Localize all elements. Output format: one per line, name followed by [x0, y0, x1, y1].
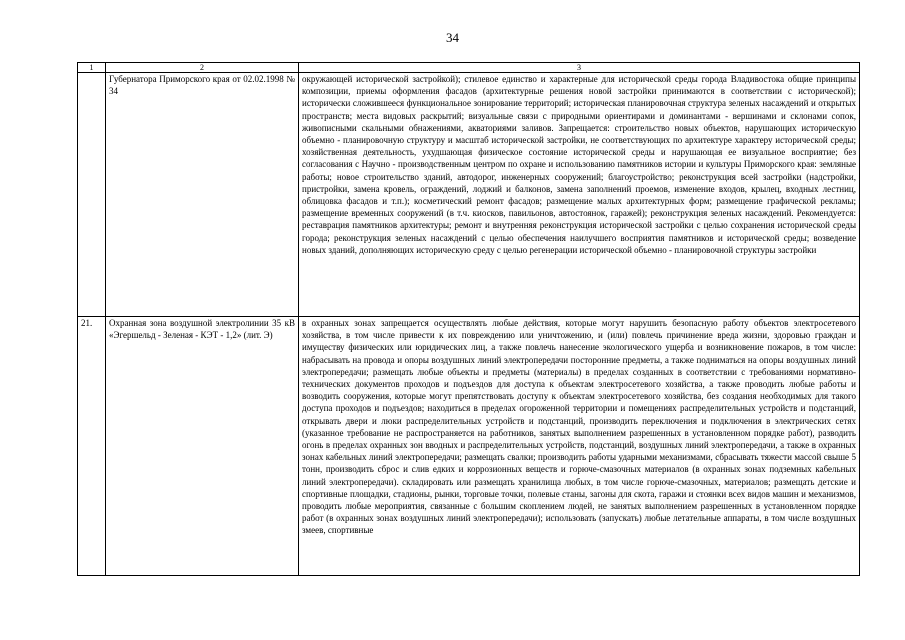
column-header-1: 1	[78, 63, 106, 73]
column-header-2: 2	[106, 63, 299, 73]
regime-text-cell: окружающей исторической застройкой); стилевое единство и характерные для исторической среды города Владивостока общие принципы композиции, приемы оформления фасадов (архитектурные решения новой застройки принимаются в соответствии с исторической); исторически сложившееся функциональное зонирование территорий; историческая планировочная структура зеленых насаждений и открытых пространств; места видовых раскрытий; визуальные связи с природными ориентирами и доминантами - вершинами и склонами сопок, живописными скальными обнажениями, акваториями заливов. Запрещается: строительство новых объектов, нарушающих историческую объемно - планировочную структуру и масштаб исторической застройки, не соответствующих по архитектуре характеру исторической среды; хозяйственная деятельность, ухудшающая физическое состояние исторической среды и нарушающая ее визуальное восприятие; без согласования с Научно - производственным центром по охране и использованию памятников истории и культуры Приморского края: земляные работы; новое строительство зданий, автодорог, инженерных сооружений; благоустройство; реконструкция всей застройки (надстройки, пристройки, замена кровель, ограждений, лоджий и балконов, замена заполнений проемов, изменение входов, крылец, входных лестниц, облицовка фасадов и т.п.); косметический ремонт фасадов; размещение малых архитектурных форм; размещение графической рекламы; размещение временных сооружений (в т.ч. киосков, павильонов, автостоянок, гаражей); реконструкция зеленых насаждений. Рекомендуется: реставрация памятников архитектуры; ремонт и внутренняя реконструкция исторической застройки с целью сохранения исторической среды города; реконструкция зеленых насаждений с целью обеспечения наилучшего восприятия памятников и исторической среды; возведение новых зданий, дополняющих историческую среду с целью регенерации исторической объемно - планировочной структуры застройки	[299, 73, 860, 317]
table-row	[78, 73, 860, 317]
table-header-row	[78, 63, 860, 73]
regime-text-cell: в охранных зонах запрещается осуществлять любые действия, которые могут нарушить безопасную работу объектов электросетевого хозяйства, в том числе привести к их повреждению или уничтожению, и (или) повлечь причинение вреда жизни, здоровью граждан и имуществу физических или юридических лиц, а также повлечь нанесение экологического ущерба и возникновение пожаров, в том числе: набрасывать на провода и опоры воздушных линий электропередачи посторонние предметы, а также подниматься на опоры воздушных линий электропередачи; размещать любые объекты и предметы (материалы) в пределах созданных в соответствии с требованиями нормативно-технических документов проходов и подъездов для доступа к объектам электросетевого хозяйства, а также проводить любые работы и возводить сооружения, которые могут препятствовать доступу к объектам электросетевого хозяйства, без создания необходимых для такого доступа проходов и подъездов; находиться в пределах огороженной территории и помещениях распределительных устройств и подстанций, открывать двери и люки распределительных устройств и подстанций, производить переключения и подключения в электрических сетях (указанное требование не распространяется на работников, занятых выполнением разрешенных в установленном порядке работ), разводить огонь в пределах охранных зон вводных и распределительных устройств, подстанций, воздушных линий электропередачи, а также в охранных зонах кабельных линий электропередачи; размещать свалки; производить работы ударными механизмами, сбрасывать тяжести массой свыше 5 тонн, производить сброс и слив едких и коррозионных веществ и горюче-смазочных материалов (в охранных зонах подземных кабельных линий электропередачи). складировать или размещать хранилища любых, в том числе горюче-смазочных, материалов; размещать детские и спортивные площадки, стадионы, рынки, торговые точки, полевые станы, загоны для скота, гаражи и стоянки всех видов машин и механизмов, проводить любые мероприятия, связанные с большим скоплением людей, не занятых выполнением разрешенных в установленном порядке работ (в охранных зонах воздушных линий электропередачи); использовать (запускать) любые летательные аппараты, в том числе воздушных змеев, спортивные	[299, 317, 860, 576]
regulations-table	[77, 62, 860, 576]
object-name-cell: Губернатора Приморского края от 02.02.1998 № 34	[106, 73, 299, 317]
column-header-3: 3	[299, 63, 860, 73]
row-number: 21.	[78, 317, 106, 576]
object-name-cell: Охранная зона воздушной электролинии 35 кВ «Эгершельд - Зеленая - КЭТ - 1,2» (лит. Э)	[106, 317, 299, 576]
table-row	[78, 317, 860, 576]
page-number: 34	[446, 30, 459, 45]
row-number	[78, 73, 106, 317]
